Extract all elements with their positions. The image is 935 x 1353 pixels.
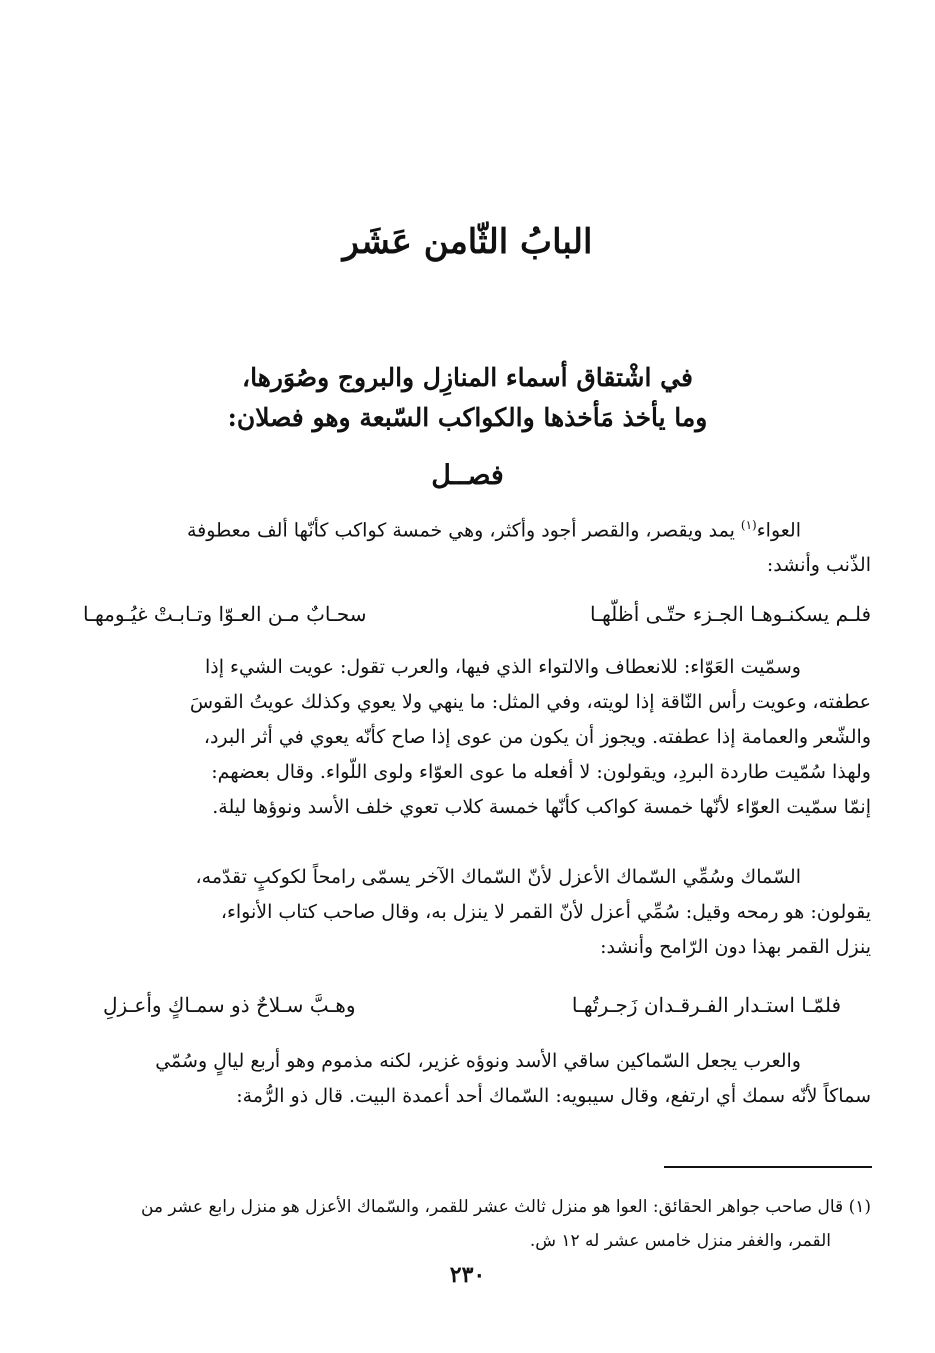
- subtitle-line-1: في اشْتقاق أسماء المنازِل والبروج وصُوَرها،: [242, 363, 693, 392]
- verse-hemistich-first: فلمّـا استـدار الفـرقـدان زَجـرتُهـا: [571, 993, 841, 1017]
- paragraph-line: عطفته، وعويت رأس النّاقة إذا لويته، وفي المثل: ما ينهي ولا يعوي وكذلك عويتُ القوسَ: [189, 691, 871, 713]
- chapter-title: البابُ الثّامن عَشَر: [342, 222, 593, 262]
- paragraph-line: وسمّيت العَوّاء: للانعطاف والالتواء الذي فيها، والعرب تقول: عويت الشيء إذا: [204, 656, 801, 678]
- page-number: ٢٣٠: [449, 1262, 486, 1288]
- paragraph-line: [63, 508, 871, 548]
- paragraph-simak: [63, 860, 871, 965]
- section-title: فصــل: [431, 460, 504, 491]
- verse-1: [63, 602, 871, 638]
- paragraph-line: الذّنب وأنشد:: [766, 554, 871, 577]
- footnote: [61, 1190, 871, 1258]
- paragraph-line: والعرب يجعل السّماكين ساقي الأسد ونوؤه غزير، لكنه مذموم وهو أربع ليالٍ وسُمّي: [155, 1050, 801, 1072]
- paragraph-line: يقولون: هو رمحه وقيل: سُمِّي أعزل لأنّ القمر لا ينزل به، وقال صاحب كتاب الأنواء،: [220, 901, 871, 923]
- verse-hemistich-second: وهـبَّ سـلاحٌ ذو سمـاكٍ وأعـزلِ: [103, 993, 356, 1017]
- paragraph-line: إنمّا سمّيت العوّاء لأنّها خمسة كواكب كأنّها خمسة كلاب تعوي خلف الأسد ونوؤها ليلة.: [212, 796, 871, 818]
- verse-hemistich-second: سحـابٌ مـن العـوّا وتـابـتْ غيُـومهـا: [83, 602, 367, 626]
- footnote-marker[interactable]: (١): [740, 518, 757, 532]
- paragraph-naming-awwa: [63, 650, 871, 825]
- paragraph-line: ولهذا سُمّيت طاردة البردِ، ويقولون: لا أفعله ما عوى العوّاء ولوى اللّواء. وقال بعضهم:: [211, 761, 871, 783]
- footnote-divider: [664, 1166, 872, 1168]
- verse-2: [63, 993, 871, 1029]
- paragraph-line: السّماك وسُمِّي السّماك الأعزل لأنّ السّماك الآخر يسمّى رامحاً لكوكبٍ تقدّمه،: [195, 866, 801, 888]
- paragraph-awwa: [63, 508, 871, 583]
- chapter-subtitle: [0, 358, 935, 438]
- paragraph-line: سماكاً لأنّه سمك أي ارتفع، وقال سيبويه: السّماك أحد أعمدة البيت. قال ذو الرُّمة:: [236, 1085, 871, 1107]
- footnote-line: القمر، والغفر منزل خامس عشر له ١٢ ش.: [529, 1231, 831, 1251]
- term-awwa: العواء: [756, 519, 801, 542]
- subtitle-line-2: وما يأخذ مَأخذها والكواكب السّبعة وهو فصلان:: [227, 403, 708, 432]
- paragraph-line: ينزل القمر بهذا دون الرّامح وأنشد:: [600, 936, 871, 958]
- paragraph-text: يمد ويقصر، والقصر أجود وأكثر، وهي خمسة كواكب كأنّها ألف معطوفة: [186, 519, 741, 542]
- paragraph-line: والشّعر والعمامة إذا عطفته. ويجوز أن يكون من عوى إذا صاح كأنّه يعوي في أثر البرد،: [203, 726, 871, 748]
- verse-hemistich-first: فلـم يسكنـوهـا الجـزء حتّـى أظلّهـا: [589, 602, 871, 626]
- paragraph-simakayn: [63, 1044, 871, 1114]
- footnote-line: (١) قال صاحب جواهر الحقائق: العوا هو منزل ثالث عشر للقمر، والسّماك الأعزل هو منزل رابع عشر من: [140, 1197, 871, 1217]
